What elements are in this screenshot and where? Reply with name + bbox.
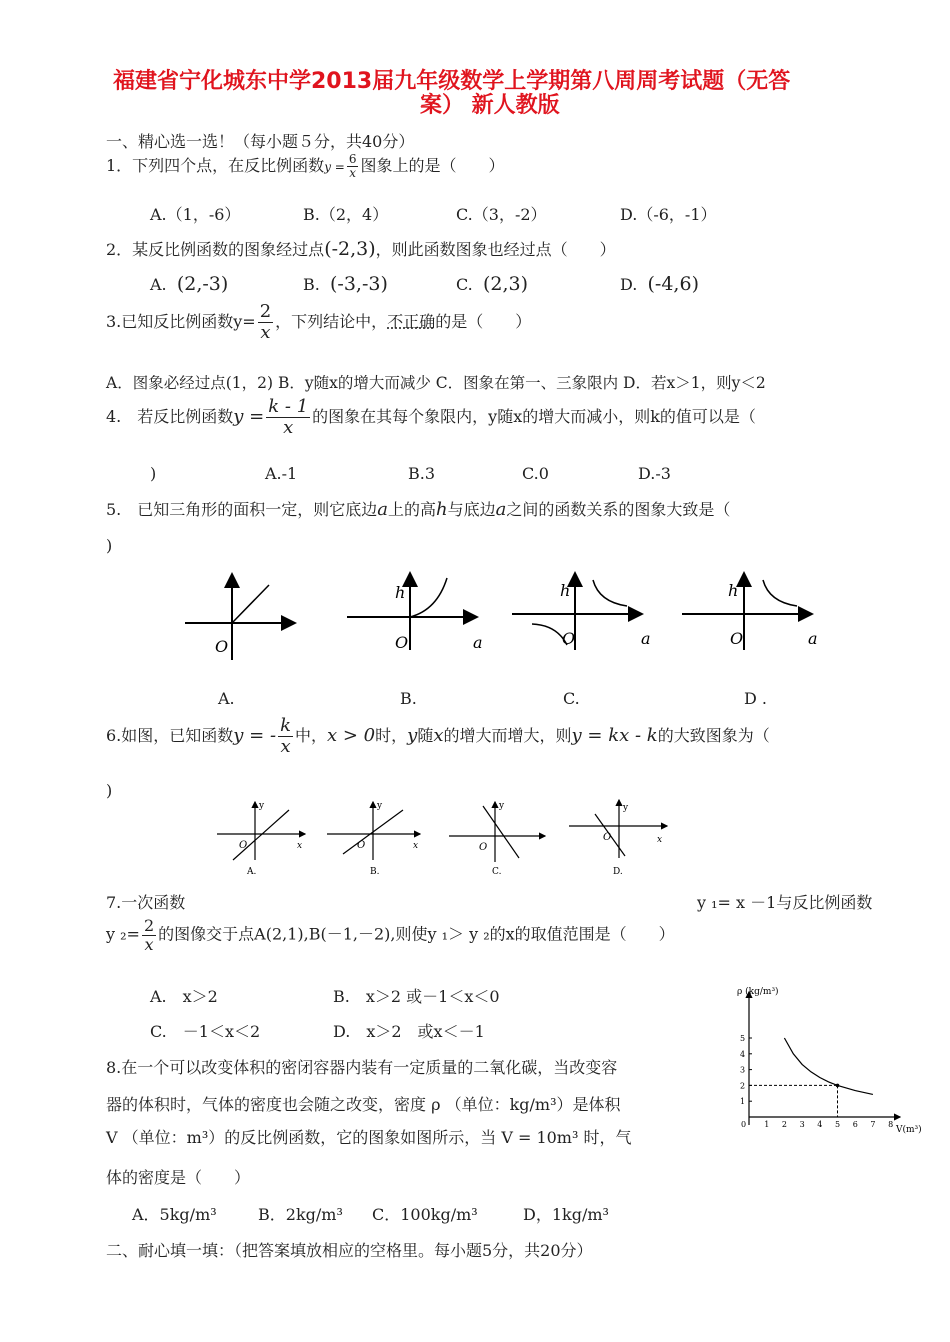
q6-graph-b-label: B. <box>370 867 380 877</box>
q2-option-c <box>456 273 528 295</box>
q7-option-a: A. x＞2 <box>150 987 218 1006</box>
q2-option-b-letter: B. <box>303 275 320 294</box>
q4-y: y = <box>233 405 265 427</box>
q5-text1: 5. 已知三角形的面积一定，则它底边 <box>106 500 378 519</box>
q6-graphs <box>215 796 675 880</box>
section-1-heading: 一、精心选一选！（每小题５分，共40分） <box>106 132 415 151</box>
q3-pre: 3.已知反比例函数y= <box>106 311 256 331</box>
q8-line-2: 器的体积时，气体的密度也会随之改变，密度 ρ （单位：kg/m³）是体积 <box>106 1095 621 1114</box>
chart-x-ticks <box>741 1120 893 1129</box>
q7-option-c: C. －1＜x＜2 <box>150 1022 261 1041</box>
q4-fraction <box>266 397 310 438</box>
q6-y: y <box>407 724 418 746</box>
q7-post: 的图像交于点A(2,1),B(－1,－2),则使y ₁＞ y ₂的x的取值范围是（ ） <box>158 924 675 944</box>
q3-emphasis: 不正确 <box>387 311 436 331</box>
q2-option-c-letter: C. <box>456 275 473 294</box>
q5-graph-d-h: h <box>728 581 739 600</box>
q4-denominator: x <box>283 416 294 438</box>
chart-ytick-label-4: 5 <box>740 1034 746 1043</box>
chart-xtick-label-0: 0 <box>741 1120 747 1129</box>
q5-graph-b-origin: O <box>395 633 409 652</box>
q7-right: y ₁= x －1与反比例函数 <box>697 893 873 912</box>
q1-fraction <box>347 153 359 180</box>
q6-graph-c <box>449 801 545 877</box>
q6-graph-d-origin: O <box>603 832 612 843</box>
q2-option-d <box>620 273 699 295</box>
q1-option-a: A.（1，-6） <box>150 205 241 224</box>
q2-option-d-letter: D. <box>620 275 638 294</box>
q7-numerator: 2 <box>143 916 155 935</box>
q5-text4: 之间的函数关系的图象大致是（ <box>506 500 731 519</box>
chart-y-ticks <box>740 1034 752 1106</box>
q5-graph-b-a: a <box>473 633 483 652</box>
q2-post: ，则此函数图象也经过点（ ） <box>375 240 616 259</box>
q3-numerator: 2 <box>259 301 272 322</box>
q6-pre: 6.如图，已知函数 <box>106 725 234 745</box>
question-6 <box>106 716 770 757</box>
q6-mid4: 的增大而增大，则 <box>443 725 572 745</box>
q2-point: (-2,3) <box>324 238 376 260</box>
q6-post: 的大致图象为（ <box>657 725 770 745</box>
q2-option-b-value: (-3,-3) <box>330 273 388 295</box>
chart-xtick-label-1: 1 <box>764 1120 770 1129</box>
q2-option-b <box>303 273 388 295</box>
q1-denominator: x <box>349 166 357 181</box>
q6-graph-b <box>327 801 420 877</box>
question-7-line2 <box>106 917 675 953</box>
q5-option-a: A. <box>218 689 235 708</box>
q5-graph-b <box>347 575 483 652</box>
q6-graph-c-origin: O <box>479 842 488 853</box>
q2-option-c-value: (2,3) <box>482 273 528 295</box>
q5-close-paren: ) <box>106 536 113 555</box>
q6-graph-a-label: A. <box>247 867 257 877</box>
q1-option-c: C.（3，-2） <box>456 205 547 224</box>
chart-xtick-label-7: 7 <box>870 1120 876 1129</box>
q6-x: x <box>433 724 444 746</box>
q6-graph-d <box>569 800 667 877</box>
q4-option-a: A.-1 <box>265 464 298 483</box>
q6-graph-d-y: y <box>623 803 629 813</box>
q3-options: A．图象必经过点(1，2) B．y随x的增大而减少 C．图象在第一、三象限内 D．若x＞1，则y＜2 <box>106 374 766 392</box>
q6-graph-b-y: y <box>377 801 383 811</box>
q6-close-paren: ) <box>106 781 113 800</box>
q4-close-paren: ) <box>150 464 157 483</box>
q3-post: 的是（ ） <box>435 311 532 331</box>
q8-option-a: A．5kg/m³ <box>132 1205 217 1224</box>
q5-graph-d <box>682 575 818 650</box>
q3-mid: ，下列结论中， <box>275 311 388 331</box>
q6-numerator: k <box>280 715 291 736</box>
chart-highlight-point <box>836 1084 840 1088</box>
q6-graph-d-x: x <box>657 835 663 845</box>
chart-ytick-label-0: 1 <box>740 1097 746 1107</box>
q8-option-d: D，1kg/m³ <box>523 1205 609 1224</box>
chart-xtick-label-8: 8 <box>888 1120 894 1129</box>
q5-graph-a-origin: O <box>215 637 229 656</box>
q1-func-y: y = <box>324 160 345 175</box>
q7-denominator: x <box>144 934 154 954</box>
chart-ylabel: ρ (kg/m³) <box>737 987 779 997</box>
q1-option-d: D.（-6，-1） <box>620 205 717 224</box>
q6-graph-a-x: x <box>297 841 303 851</box>
q4-post: 的图象在其每个象限内，y随x的增大而减小，则k的值可以是（ <box>312 406 756 426</box>
q4-pre: 4. 若反比例函数 <box>106 406 234 426</box>
q6-fraction <box>278 716 293 757</box>
q2-option-a-letter: A. <box>150 275 167 294</box>
q5-graphs <box>175 570 915 670</box>
chart-series-curve <box>784 1038 873 1094</box>
q6-graph-a-origin: O <box>239 840 248 851</box>
question-1 <box>106 153 505 180</box>
q6-denominator: x <box>280 735 291 757</box>
chart-xtick-label-5: 5 <box>835 1120 841 1129</box>
title-line-2: 案） 新人教版 <box>420 93 560 118</box>
q7-fraction <box>142 917 156 953</box>
chart-ytick-label-3: 4 <box>740 1049 746 1059</box>
q7-y2: y ₂= <box>106 924 140 944</box>
q8-line-1: 8.在一个可以改变体积的密闭容器内装有一定质量的二氧化碳，当改变容 <box>106 1058 618 1077</box>
q5-graph-c-a: a <box>641 629 651 648</box>
q4-option-d: D.-3 <box>638 464 671 483</box>
q6-graph-c-label: C. <box>492 867 502 877</box>
q6-mid3: 随 <box>417 725 434 745</box>
question-2 <box>106 237 616 260</box>
q1-pre: 1．下列四个点，在反比例函数 <box>106 156 325 176</box>
question-3 <box>106 302 531 343</box>
q5-text3: 与底边 <box>447 500 496 519</box>
q8-line-3: V （单位：m³）的反比例函数，它的图象如图所示，当 V = 10m³ 时，气 <box>106 1128 632 1147</box>
title-line-1: 福建省宁化城东中学2013届九年级数学上学期第八周周考试题（无答 <box>113 69 791 94</box>
q4-option-c: C.0 <box>522 464 549 483</box>
q5-graph-d-origin: O <box>730 629 744 648</box>
q8-option-b: B．2kg/m³ <box>258 1205 343 1224</box>
q5-option-d: D . <box>744 689 767 708</box>
q8-density-chart <box>735 980 925 1140</box>
q6-graph-b-x: x <box>413 841 419 851</box>
q7-pre: 7.一次函数 <box>106 893 186 912</box>
section-2-heading: 二、耐心填一填：（把答案填放相应的空格里。每小题5分，共20分） <box>106 1241 593 1260</box>
q4-numerator: k - 1 <box>268 396 309 417</box>
q8-line-4: 体的密度是（ ） <box>106 1168 251 1187</box>
q4-option-b: B.3 <box>408 464 436 483</box>
q6-graph-b-origin: O <box>357 840 366 851</box>
q5-graph-c-origin: O <box>562 629 576 648</box>
q5-graph-a <box>185 576 293 660</box>
q3-fraction <box>258 302 273 343</box>
q6-mid1: 中， <box>294 725 327 745</box>
q1-post: 图象上的是（ ） <box>360 156 505 176</box>
q6-func2: y = kx - k <box>571 724 658 746</box>
chart-xtick-label-4: 4 <box>817 1120 823 1129</box>
q7-option-d: D. x＞2 或x＜－1 <box>333 1022 485 1041</box>
q5-option-c: C. <box>563 689 580 708</box>
q5-text2: 上的高 <box>388 500 437 519</box>
q3-denominator: x <box>260 321 271 343</box>
q1-option-b: B.（2，4） <box>303 205 389 224</box>
q5-a1: a <box>377 499 389 520</box>
q2-option-a-value: (2,-3) <box>176 273 229 295</box>
q5-graph-c <box>512 575 651 650</box>
q6-graph-d-label: D. <box>613 867 623 877</box>
q6-graph-a-y: y <box>259 801 265 811</box>
q5-a2: a <box>495 499 507 520</box>
question-5 <box>106 497 730 520</box>
q5-graph-b-h: h <box>395 583 406 602</box>
q2-option-a <box>150 273 228 295</box>
q2-option-d-value: (-4,6) <box>647 273 699 295</box>
chart-xtick-label-2: 2 <box>781 1120 787 1129</box>
q6-graph-a <box>217 801 305 877</box>
q6-mid2: 时， <box>375 725 408 745</box>
q6-graph-c-y: y <box>499 801 505 811</box>
q5-graph-c-h: h <box>560 581 571 600</box>
question-4 <box>106 397 756 438</box>
q5-h: h <box>436 499 448 520</box>
q1-numerator: 6 <box>348 152 357 166</box>
q5-graph-d-a: a <box>808 629 818 648</box>
chart-xlabel: V(m³) <box>896 1125 922 1135</box>
q5-option-b: B. <box>400 689 417 708</box>
q6-func: y = - <box>233 724 277 746</box>
q6-cond: x > 0 <box>327 724 376 746</box>
q2-pre: 2．某反比例函数的图象经过点 <box>106 240 325 259</box>
chart-ytick-label-2: 3 <box>740 1065 746 1075</box>
chart-xtick-label-6: 6 <box>852 1120 858 1129</box>
q7-option-b: B. x＞2 或－1＜x＜0 <box>333 987 500 1006</box>
q8-option-c: C．100kg/m³ <box>372 1205 478 1224</box>
chart-xtick-label-3: 3 <box>799 1120 805 1129</box>
chart-ytick-label-1: 2 <box>740 1081 746 1091</box>
